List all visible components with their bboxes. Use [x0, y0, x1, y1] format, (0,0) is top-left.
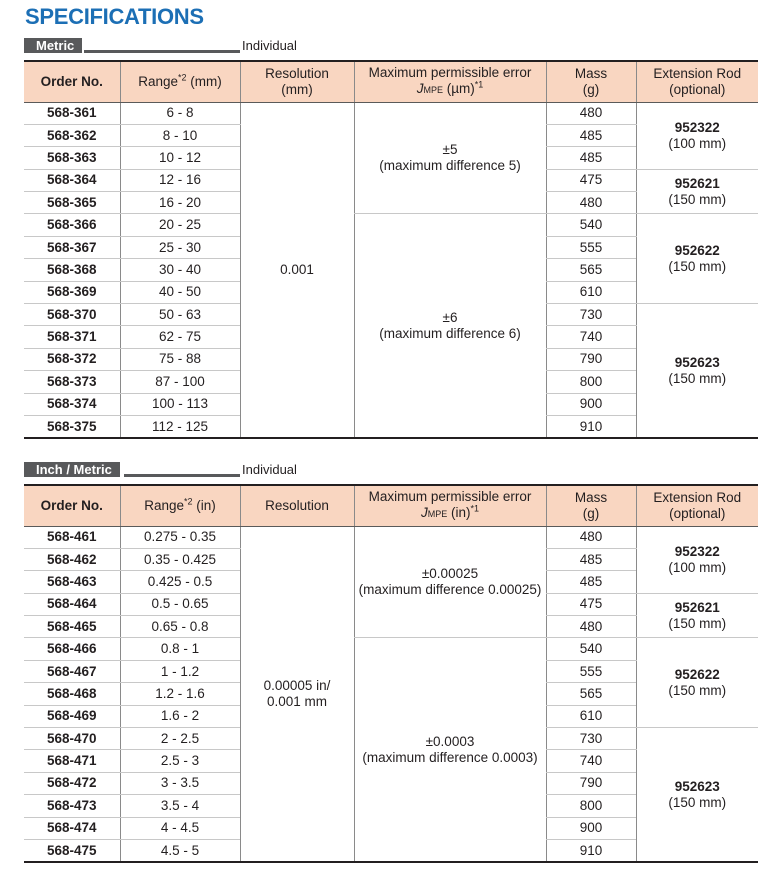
range-cell: 3.5 - 4	[120, 795, 240, 817]
order-no: 568-369	[24, 281, 120, 303]
mass-cell: 475	[546, 593, 636, 615]
mass-cell: 540	[546, 638, 636, 660]
mass-header: Mass (g)	[546, 61, 636, 102]
range-cell: 100 - 113	[120, 393, 240, 415]
mpe-header: Maximum permissible error JMPE (in)$^{*1}$	[354, 485, 546, 526]
extension-rod-cell: 952622 (150 mm)	[636, 214, 758, 304]
inch-section-header	[24, 462, 324, 480]
mass-cell: 485	[546, 147, 636, 169]
order-no: 568-370	[24, 304, 120, 326]
mass-cell: 485	[546, 548, 636, 570]
order-no: 568-474	[24, 817, 120, 839]
range-cell: 75 - 88	[120, 348, 240, 370]
order-no: 568-365	[24, 192, 120, 214]
order-no-header: Order No.	[24, 485, 120, 526]
range-cell: 112 - 125	[120, 415, 240, 438]
mass-cell: 480	[546, 102, 636, 124]
order-no: 568-463	[24, 571, 120, 593]
order-no: 568-475	[24, 839, 120, 862]
range-cell: 0.425 - 0.5	[120, 571, 240, 593]
extension-rod-cell: 952621 (150 mm)	[636, 593, 758, 638]
mass-cell: 480	[546, 616, 636, 638]
range-cell: 40 - 50	[120, 281, 240, 303]
order-no: 568-368	[24, 259, 120, 281]
order-no: 568-468	[24, 683, 120, 705]
range-cell: 0.65 - 0.8	[120, 616, 240, 638]
range-cell: 2.5 - 3	[120, 750, 240, 772]
mass-cell: 485	[546, 571, 636, 593]
extension-rod-cell: 952623 (150 mm)	[636, 728, 758, 863]
range-cell: 6 - 8	[120, 102, 240, 124]
order-no: 568-471	[24, 750, 120, 772]
mpe-header: Maximum permissible error JMPE $(\mu m)^{*1}$	[354, 61, 546, 102]
mpe-cell: ±6 (maximum difference 6)	[354, 214, 546, 438]
range-cell: 0.8 - 1	[120, 638, 240, 660]
mass-cell: 800	[546, 795, 636, 817]
resolution-header: Resolution (mm)	[240, 61, 354, 102]
order-no: 568-362	[24, 124, 120, 146]
mass-cell: 480	[546, 526, 636, 548]
order-no: 568-363	[24, 147, 120, 169]
mass-cell: 565	[546, 683, 636, 705]
mass-cell: 800	[546, 371, 636, 393]
order-no: 568-361	[24, 102, 120, 124]
inch-tab-label: Inch / Metric	[24, 462, 120, 477]
mass-cell: 555	[546, 236, 636, 258]
mpe-cell: ±5 (maximum difference 5)	[354, 102, 546, 214]
mass-cell: 730	[546, 728, 636, 750]
mass-cell: 485	[546, 124, 636, 146]
metric-header-rule	[84, 50, 240, 53]
range-cell: 3 - 3.5	[120, 772, 240, 794]
range-cell: 16 - 20	[120, 192, 240, 214]
mpe-cell: ±0.0003 (maximum difference 0.0003)	[354, 638, 546, 862]
range-cell: 4.5 - 5	[120, 839, 240, 862]
range-cell: 4 - 4.5	[120, 817, 240, 839]
range-cell: 30 - 40	[120, 259, 240, 281]
order-no: 568-462	[24, 548, 120, 570]
range-header: Range$^{*2}$ (in)	[120, 485, 240, 526]
extension-rod-cell: 952322 (100 mm)	[636, 526, 758, 593]
order-no: 568-470	[24, 728, 120, 750]
order-no: 568-472	[24, 772, 120, 794]
order-no: 568-473	[24, 795, 120, 817]
mass-cell: 790	[546, 772, 636, 794]
order-no: 568-469	[24, 705, 120, 727]
mass-cell: 610	[546, 705, 636, 727]
range-cell: 2 - 2.5	[120, 728, 240, 750]
range-cell: 1 - 1.2	[120, 660, 240, 682]
inch-note: Individual	[242, 462, 297, 477]
extension-rod-cell: 952622 (150 mm)	[636, 638, 758, 728]
mpe-cell: ±0.00025 (maximum difference 0.00025)	[354, 526, 546, 638]
range-cell: 0.35 - 0.425	[120, 548, 240, 570]
range-cell: 62 - 75	[120, 326, 240, 348]
mass-cell: 480	[546, 192, 636, 214]
order-no-header: Order No.	[24, 61, 120, 102]
range-cell: 1.6 - 2	[120, 705, 240, 727]
mass-header: Mass (g)	[546, 485, 636, 526]
order-no: 568-461	[24, 526, 120, 548]
order-no: 568-464	[24, 593, 120, 615]
order-no: 568-372	[24, 348, 120, 370]
metric-tab-label: Metric	[24, 38, 82, 53]
mass-cell: 910	[546, 839, 636, 862]
extension-rod-cell: 952623 (150 mm)	[636, 304, 758, 439]
page-title: SPECIFICATIONS	[25, 4, 204, 29]
extension-rod-cell: 952621 (150 mm)	[636, 169, 758, 214]
range-cell: 1.2 - 1.6	[120, 683, 240, 705]
mass-cell: 555	[546, 660, 636, 682]
table-row	[24, 638, 758, 660]
mass-cell: 790	[546, 348, 636, 370]
range-cell: 8 - 10	[120, 124, 240, 146]
order-no: 568-364	[24, 169, 120, 191]
mass-cell: 730	[546, 304, 636, 326]
extension-rod-header: Extension Rod (optional)	[636, 485, 758, 526]
table-row	[24, 526, 758, 548]
order-no: 568-466	[24, 638, 120, 660]
order-no: 568-375	[24, 415, 120, 438]
range-cell: 20 - 25	[120, 214, 240, 236]
table-row	[24, 102, 758, 124]
mass-cell: 540	[546, 214, 636, 236]
mass-cell: 900	[546, 393, 636, 415]
range-cell: 10 - 12	[120, 147, 240, 169]
order-no: 568-374	[24, 393, 120, 415]
table-row	[24, 214, 758, 236]
metric-section-header	[24, 38, 324, 56]
order-no: 568-373	[24, 371, 120, 393]
mass-cell: 475	[546, 169, 636, 191]
resolution-header: Resolution	[240, 485, 354, 526]
range-cell: 87 - 100	[120, 371, 240, 393]
order-no: 568-366	[24, 214, 120, 236]
inch-header-rule	[124, 474, 240, 477]
mass-cell: 910	[546, 415, 636, 438]
resolution-cell: 0.001	[240, 102, 354, 438]
order-no: 568-371	[24, 326, 120, 348]
mass-cell: 740	[546, 750, 636, 772]
range-header: Range$^{*2}$ (mm)	[120, 61, 240, 102]
mass-cell: 900	[546, 817, 636, 839]
mass-cell: 610	[546, 281, 636, 303]
range-cell: 12 - 16	[120, 169, 240, 191]
inch-spec-table	[24, 484, 758, 863]
extension-rod-cell: 952322 (100 mm)	[636, 102, 758, 169]
range-cell: 50 - 63	[120, 304, 240, 326]
resolution-cell: 0.00005 in/ 0.001 mm	[240, 526, 354, 862]
range-cell: 0.275 - 0.35	[120, 526, 240, 548]
metric-spec-table	[24, 60, 758, 439]
metric-note: Individual	[242, 38, 297, 53]
order-no: 568-467	[24, 660, 120, 682]
order-no: 568-367	[24, 236, 120, 258]
mass-cell: 565	[546, 259, 636, 281]
mass-cell: 740	[546, 326, 636, 348]
range-cell: 25 - 30	[120, 236, 240, 258]
range-cell: 0.5 - 0.65	[120, 593, 240, 615]
order-no: 568-465	[24, 616, 120, 638]
extension-rod-header: Extension Rod (optional)	[636, 61, 758, 102]
